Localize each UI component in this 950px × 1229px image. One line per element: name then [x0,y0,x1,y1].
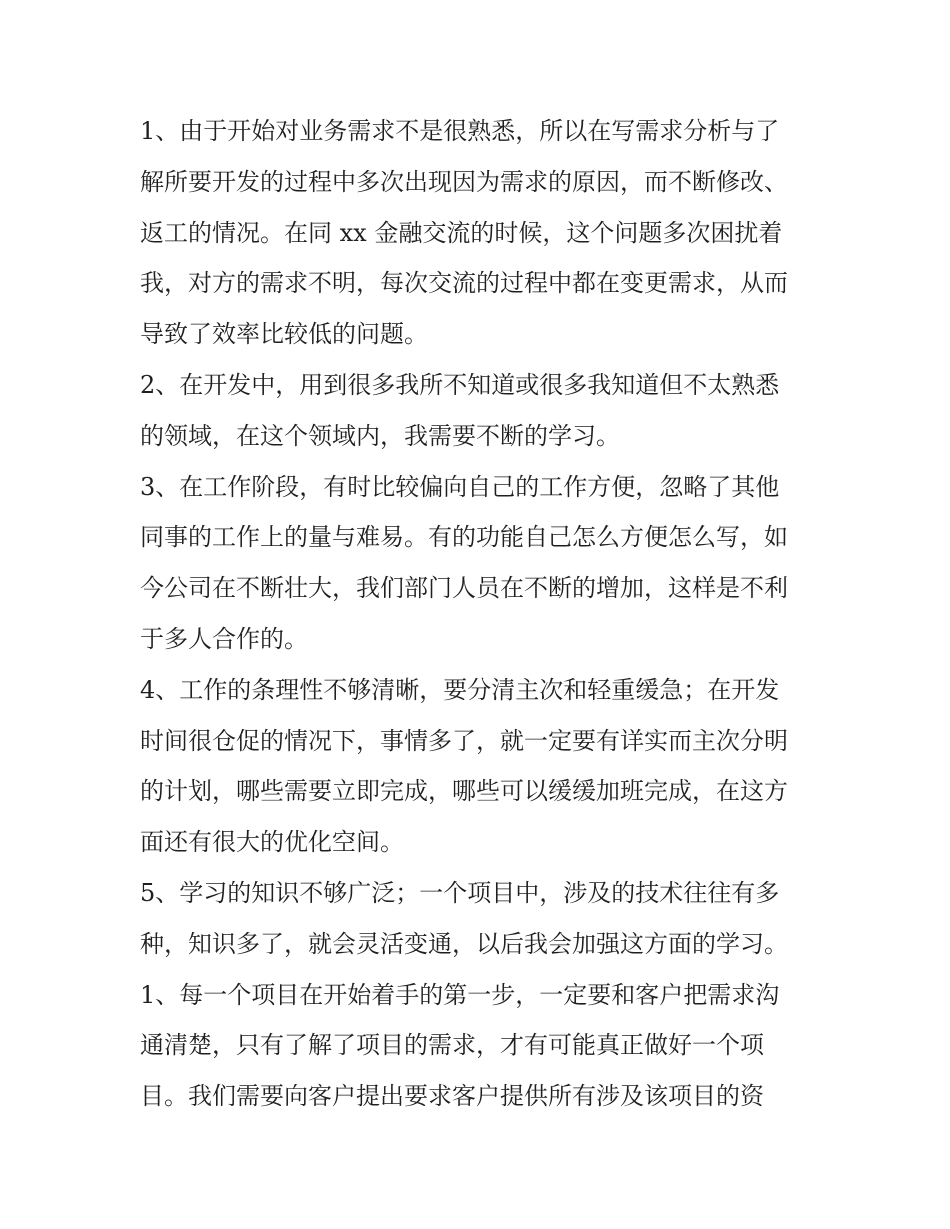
text-line: 于多人合作的。 [140,624,308,653]
text-line: 的计划，哪些需要立即完成，哪些可以缓缓加班完成，在这方 [140,777,788,806]
text-line: 面还有很大的优化空间。 [140,828,404,857]
text-line: 返工的情况。在同 xx 金融交流的时候，这个问题多次困扰着 [140,218,783,247]
text-line: 2、在开发中，用到很多我所不知道或很多我知道但不太熟悉 [140,370,780,399]
text-line: 1、由于开始对业务需求不是很熟悉，所以在写需求分析与了 [140,117,780,145]
text-line: 解所要开发的过程中多次出现因为需求的原因，而不断修改、 [140,167,788,196]
text-line: 导致了效率比较低的问题。 [140,320,428,349]
text-line: 3、在工作阶段，有时比较偏向自己的工作方便，忽略了其他 [140,472,780,501]
text-line: 目。我们需要向客户提出要求客户提供所有涉及该项目的资 [140,1082,764,1111]
text-line: 的领域，在这个领域内，我需要不断的学习。 [140,421,620,450]
text-line: 4、工作的条理性不够清晰，要分清主次和轻重缓急；在开发 [140,675,780,704]
text-line: 时间很仓促的情况下，事情多了，就一定要有详实而主次分明 [140,726,788,755]
text-line: 5、学习的知识不够广泛；一个项目中，涉及的技术往往有多 [140,878,780,907]
text-line: 种，知识多了，就会灵活变通，以后我会加强这方面的学习。 [140,929,788,958]
text-line: 1、每一个项目在开始着手的第一步，一定要和客户把需求沟 [140,980,780,1009]
text-line: 同事的工作上的量与难易。有的功能自己怎么方便怎么写，如 [140,523,788,552]
document-body [140,106,820,1122]
text-line: 今公司在不断壮大，我们部门人员在不断的增加，这样是不利 [140,574,788,603]
text-line: 我，对方的需求不明，每次交流的过程中都在变更需求，从而 [140,269,788,298]
text-line: 通清楚，只有了解了项目的需求，才有可能真正做好一个项 [140,1031,764,1060]
